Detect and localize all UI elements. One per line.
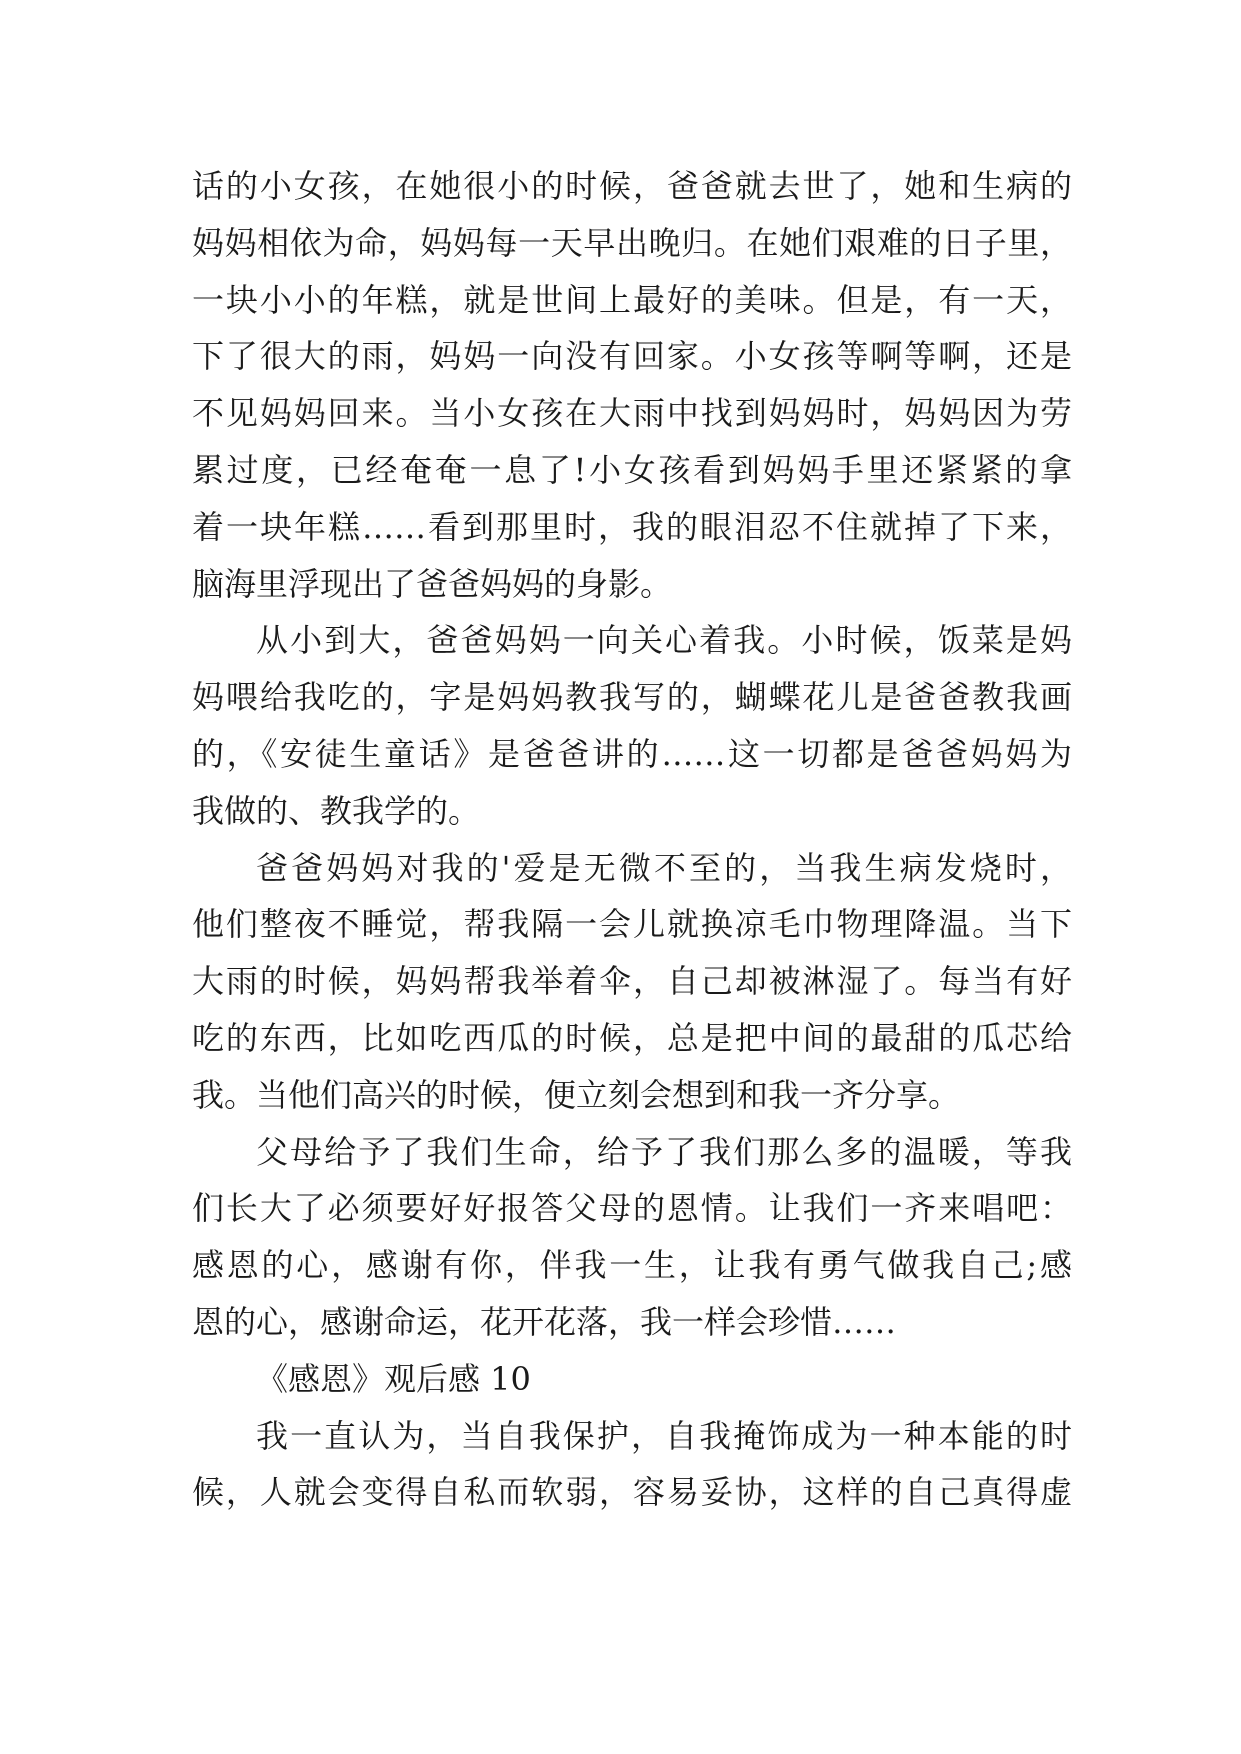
text-line: 妈妈相依为命，妈妈每一天早出晚归。在她们艰难的日子里， <box>192 223 1072 262</box>
paragraph-first-line: 我一直认为，当自我保护，自我掩饰成为一种本能的时 <box>256 1416 1072 1455</box>
text-line: 的，《安徒生童话》是爸爸讲的……这一切都是爸爸妈妈为 <box>192 734 1072 773</box>
text-line: 不见妈妈回来。当小女孩在大雨中找到妈妈时，妈妈因为劳 <box>192 394 1072 433</box>
text-line: 妈喂给我吃的，字是妈妈教我写的，蝴蝶花儿是爸爸教我画 <box>192 678 1072 717</box>
text-line: 我做的、教我学的。 <box>192 791 481 830</box>
article-body <box>192 158 1072 1521</box>
text-line: 大雨的时候，妈妈帮我举着伞，自己却被淋湿了。每当有好 <box>192 962 1072 1001</box>
text-line: 脑海里浮现出了爸爸妈妈的身影。 <box>192 564 673 603</box>
paragraph-first-line: 爸爸妈妈对我的'爱是无微不至的，当我生病发烧时， <box>256 848 1072 887</box>
paragraph-first-line: 从小到大，爸爸妈妈一向关心着我。小时候，饭菜是妈 <box>256 621 1072 660</box>
text-line: 一块小小的年糕，就是世间上最好的美味。但是，有一天， <box>192 280 1072 319</box>
text-line: 恩的心，感谢命运，花开花落，我一样会珍惜…… <box>192 1302 897 1341</box>
text-line: 下了很大的雨，妈妈一向没有回家。小女孩等啊等啊，还是 <box>192 337 1072 376</box>
paragraph-first-line: 父母给予了我们生命，给予了我们那么多的温暖，等我 <box>256 1132 1072 1171</box>
text-line: 着一块年糕……看到那里时，我的眼泪忍不住就掉了下来， <box>192 507 1072 546</box>
text-line: 他们整夜不睡觉，帮我隔一会儿就换凉毛巾物理降温。当下 <box>192 905 1072 944</box>
text-line: 话的小女孩，在她很小的时候，爸爸就去世了，她和生病的 <box>192 167 1072 205</box>
text-line: 们长大了必须要好好报答父母的恩情。让我们一齐来唱吧： <box>192 1189 1072 1228</box>
text-line: 感恩的心，感谢有你，伴我一生，让我有勇气做我自己;感 <box>192 1246 1072 1285</box>
text-line: 候，人就会变得自私而软弱，容易妥协，这样的自己真得虚 <box>192 1473 1072 1512</box>
section-title: 《感恩》观后感 10 <box>256 1359 531 1398</box>
text-line: 我。当他们高兴的时候，便立刻会想到和我一齐分享。 <box>192 1075 961 1114</box>
text-line: 吃的东西，比如吃西瓜的时候，总是把中间的最甜的瓜芯给 <box>192 1018 1072 1057</box>
text-line: 累过度，已经奄奄一息了!小女孩看到妈妈手里还紧紧的拿 <box>192 450 1072 489</box>
